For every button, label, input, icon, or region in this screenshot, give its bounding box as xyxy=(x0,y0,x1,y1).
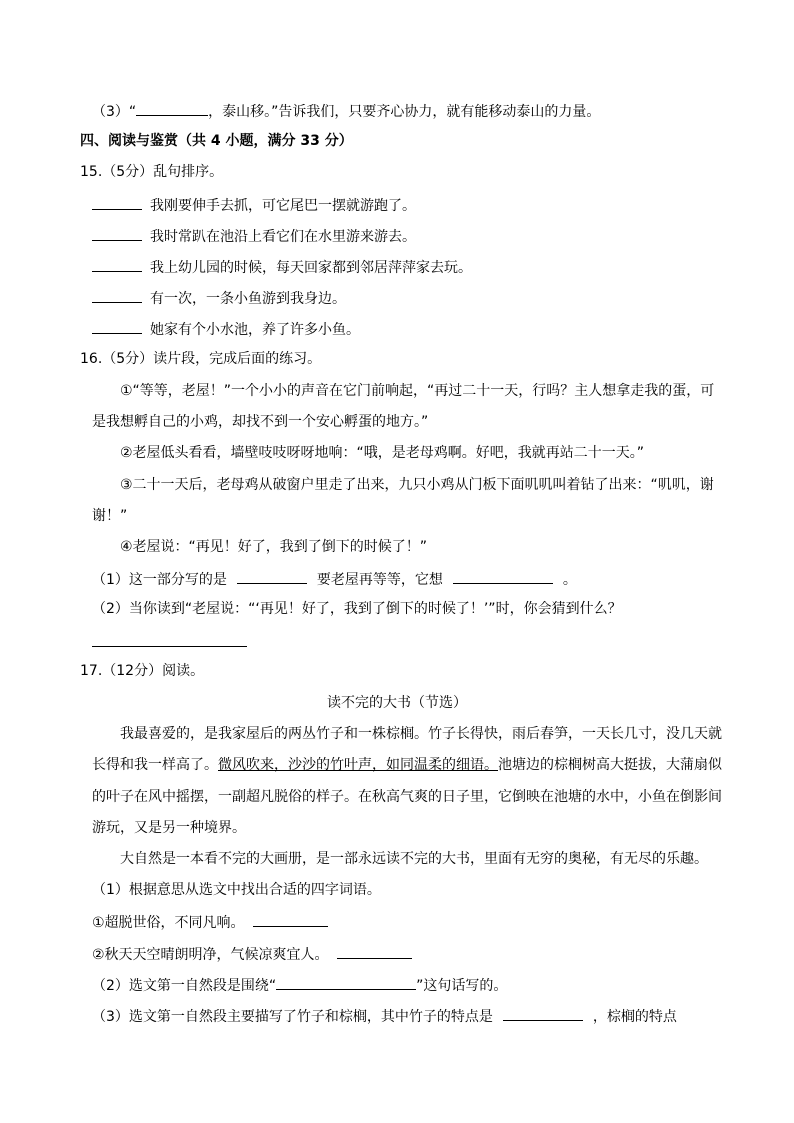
q16-sub2: （2）当你读到“老屋说：“‘再见！好了，我到了倒下的时候了！’”时，你会猜到什么？ xyxy=(92,601,622,617)
question-17-title: 17.（12分）阅读。 xyxy=(80,663,205,679)
order-blank[interactable] xyxy=(92,225,142,241)
ordering-item xyxy=(92,318,360,340)
answer-blank[interactable] xyxy=(503,1005,583,1021)
section-heading: 四、阅读与鉴赏（共 4 小题，满分 33 分） xyxy=(80,133,353,149)
q16-sub1 xyxy=(92,568,577,590)
order-blank[interactable] xyxy=(92,256,142,272)
ordering-item-text: 她家有个小水池，养了许多小鱼。 xyxy=(150,322,360,338)
q17-sub1-a-text: ①超脱世俗，不同凡响。 xyxy=(92,915,245,931)
ordering-item xyxy=(92,194,416,216)
q17-sub1-a xyxy=(92,911,328,933)
q14-3-suffix: ，泰山移。”告诉我们，只要齐心协力，就有能移动泰山的力量。 xyxy=(208,104,601,120)
answer-blank[interactable] xyxy=(453,568,553,584)
passage-line: 谢！” xyxy=(92,508,128,524)
q17-sub3-text-b: ，棕榈的特点 xyxy=(592,1009,677,1025)
q14-3-line xyxy=(92,100,600,122)
q17-sub1: （1）根据意思从选文中找出合适的四字词语。 xyxy=(92,882,381,898)
ordering-item xyxy=(92,287,346,309)
answer-blank[interactable] xyxy=(237,568,307,584)
q17-sub2 xyxy=(92,974,507,996)
question-15-title: 15.（5分）乱句排序。 xyxy=(80,164,224,180)
q16-sub1-text-b: 要老屋再等等，它想 xyxy=(316,572,443,588)
passage-line: 大自然是一本看不完的大画册，是一部永远读不完的大书，里面有无穷的奥秘，有无尽的乐趣。 xyxy=(120,851,708,867)
q14-3-prefix: （3）“ xyxy=(92,104,137,120)
passage-text: 长得和我一样高了。 xyxy=(92,757,218,773)
answer-line[interactable] xyxy=(92,646,247,647)
answer-blank[interactable] xyxy=(136,100,208,116)
passage-line: ①“等等，老屋！”一个小小的声音在它门前响起，“再过二十一天，行吗？主人想拿走我的蛋，可 xyxy=(120,383,715,399)
answer-blank[interactable] xyxy=(276,974,416,990)
passage-text: 池塘边的棕榈树高大挺拔，大蒲扇似 xyxy=(498,757,722,773)
passage-line: 游玩，又是另一种境界。 xyxy=(92,820,246,836)
ordering-item-text: 我时常趴在池沿上看它们在水里游来游去。 xyxy=(150,229,416,245)
order-blank[interactable] xyxy=(92,194,142,210)
passage-line: 是我想孵自己的小鸡，却找不到一个安心孵蛋的地方。” xyxy=(92,414,429,430)
q16-sub1-text-c: 。 xyxy=(562,572,577,588)
ordering-item-text: 有一次，一条小鱼游到我身边。 xyxy=(150,291,346,307)
answer-blank[interactable] xyxy=(337,943,412,959)
ordering-item xyxy=(92,256,472,278)
ordering-item-text: 我刚要伸手去抓，可它尾巴一摆就游跑了。 xyxy=(150,198,416,214)
passage-title: 读不完的大书（节选） xyxy=(327,695,467,711)
underlined-sentence: 微风吹来，沙沙的竹叶声，如同温柔的细语。 xyxy=(218,757,498,773)
q17-sub2-text-a: （2）选文第一自然段是围绕“ xyxy=(92,978,277,994)
passage-line: ②老屋低头看看，墙壁吱吱呀呀地响：“哦，是老母鸡啊。好吧，我就再站二十一天。” xyxy=(120,445,645,461)
ordering-item xyxy=(92,225,416,247)
passage-line xyxy=(92,755,722,775)
q17-sub1-b xyxy=(92,943,412,965)
passage-line: ④老屋说：“再见！好了，我到了倒下的时候了！” xyxy=(120,539,428,555)
q17-sub3 xyxy=(92,1005,677,1027)
q17-sub2-text-b: ”这句话写的。 xyxy=(416,978,508,994)
q17-sub1-b-text: ②秋天天空晴朗明净，气候凉爽宜人。 xyxy=(92,947,329,963)
ordering-item-text: 我上幼儿园的时候，每天回家都到邻居萍萍家去玩。 xyxy=(150,260,472,276)
order-blank[interactable] xyxy=(92,318,142,334)
question-16-title: 16.（5分）读片段，完成后面的练习。 xyxy=(80,351,322,367)
passage-line: ③二十一天后，老母鸡从破窗户里走了出来，九只小鸡从门板下面叽叽叫着钻了出来：“叽叽，谢 xyxy=(120,477,714,493)
passage-line: 我最喜爱的，是我家屋后的两丛竹子和一株棕榈。竹子长得快，雨后春笋，一天长几寸，没几天就 xyxy=(120,726,722,742)
q16-sub1-text-a: （1）这一部分写的是 xyxy=(92,572,227,588)
q17-sub3-text-a: （3）选文第一自然段主要描写了竹子和棕榈，其中竹子的特点是 xyxy=(92,1009,493,1025)
order-blank[interactable] xyxy=(92,287,142,303)
passage-line: 的叶子在风中摇摆，一副超凡脱俗的样子。在秋高气爽的日子里，它倒映在池塘的水中，小鱼在倒影间 xyxy=(92,789,722,805)
answer-blank[interactable] xyxy=(253,911,328,927)
